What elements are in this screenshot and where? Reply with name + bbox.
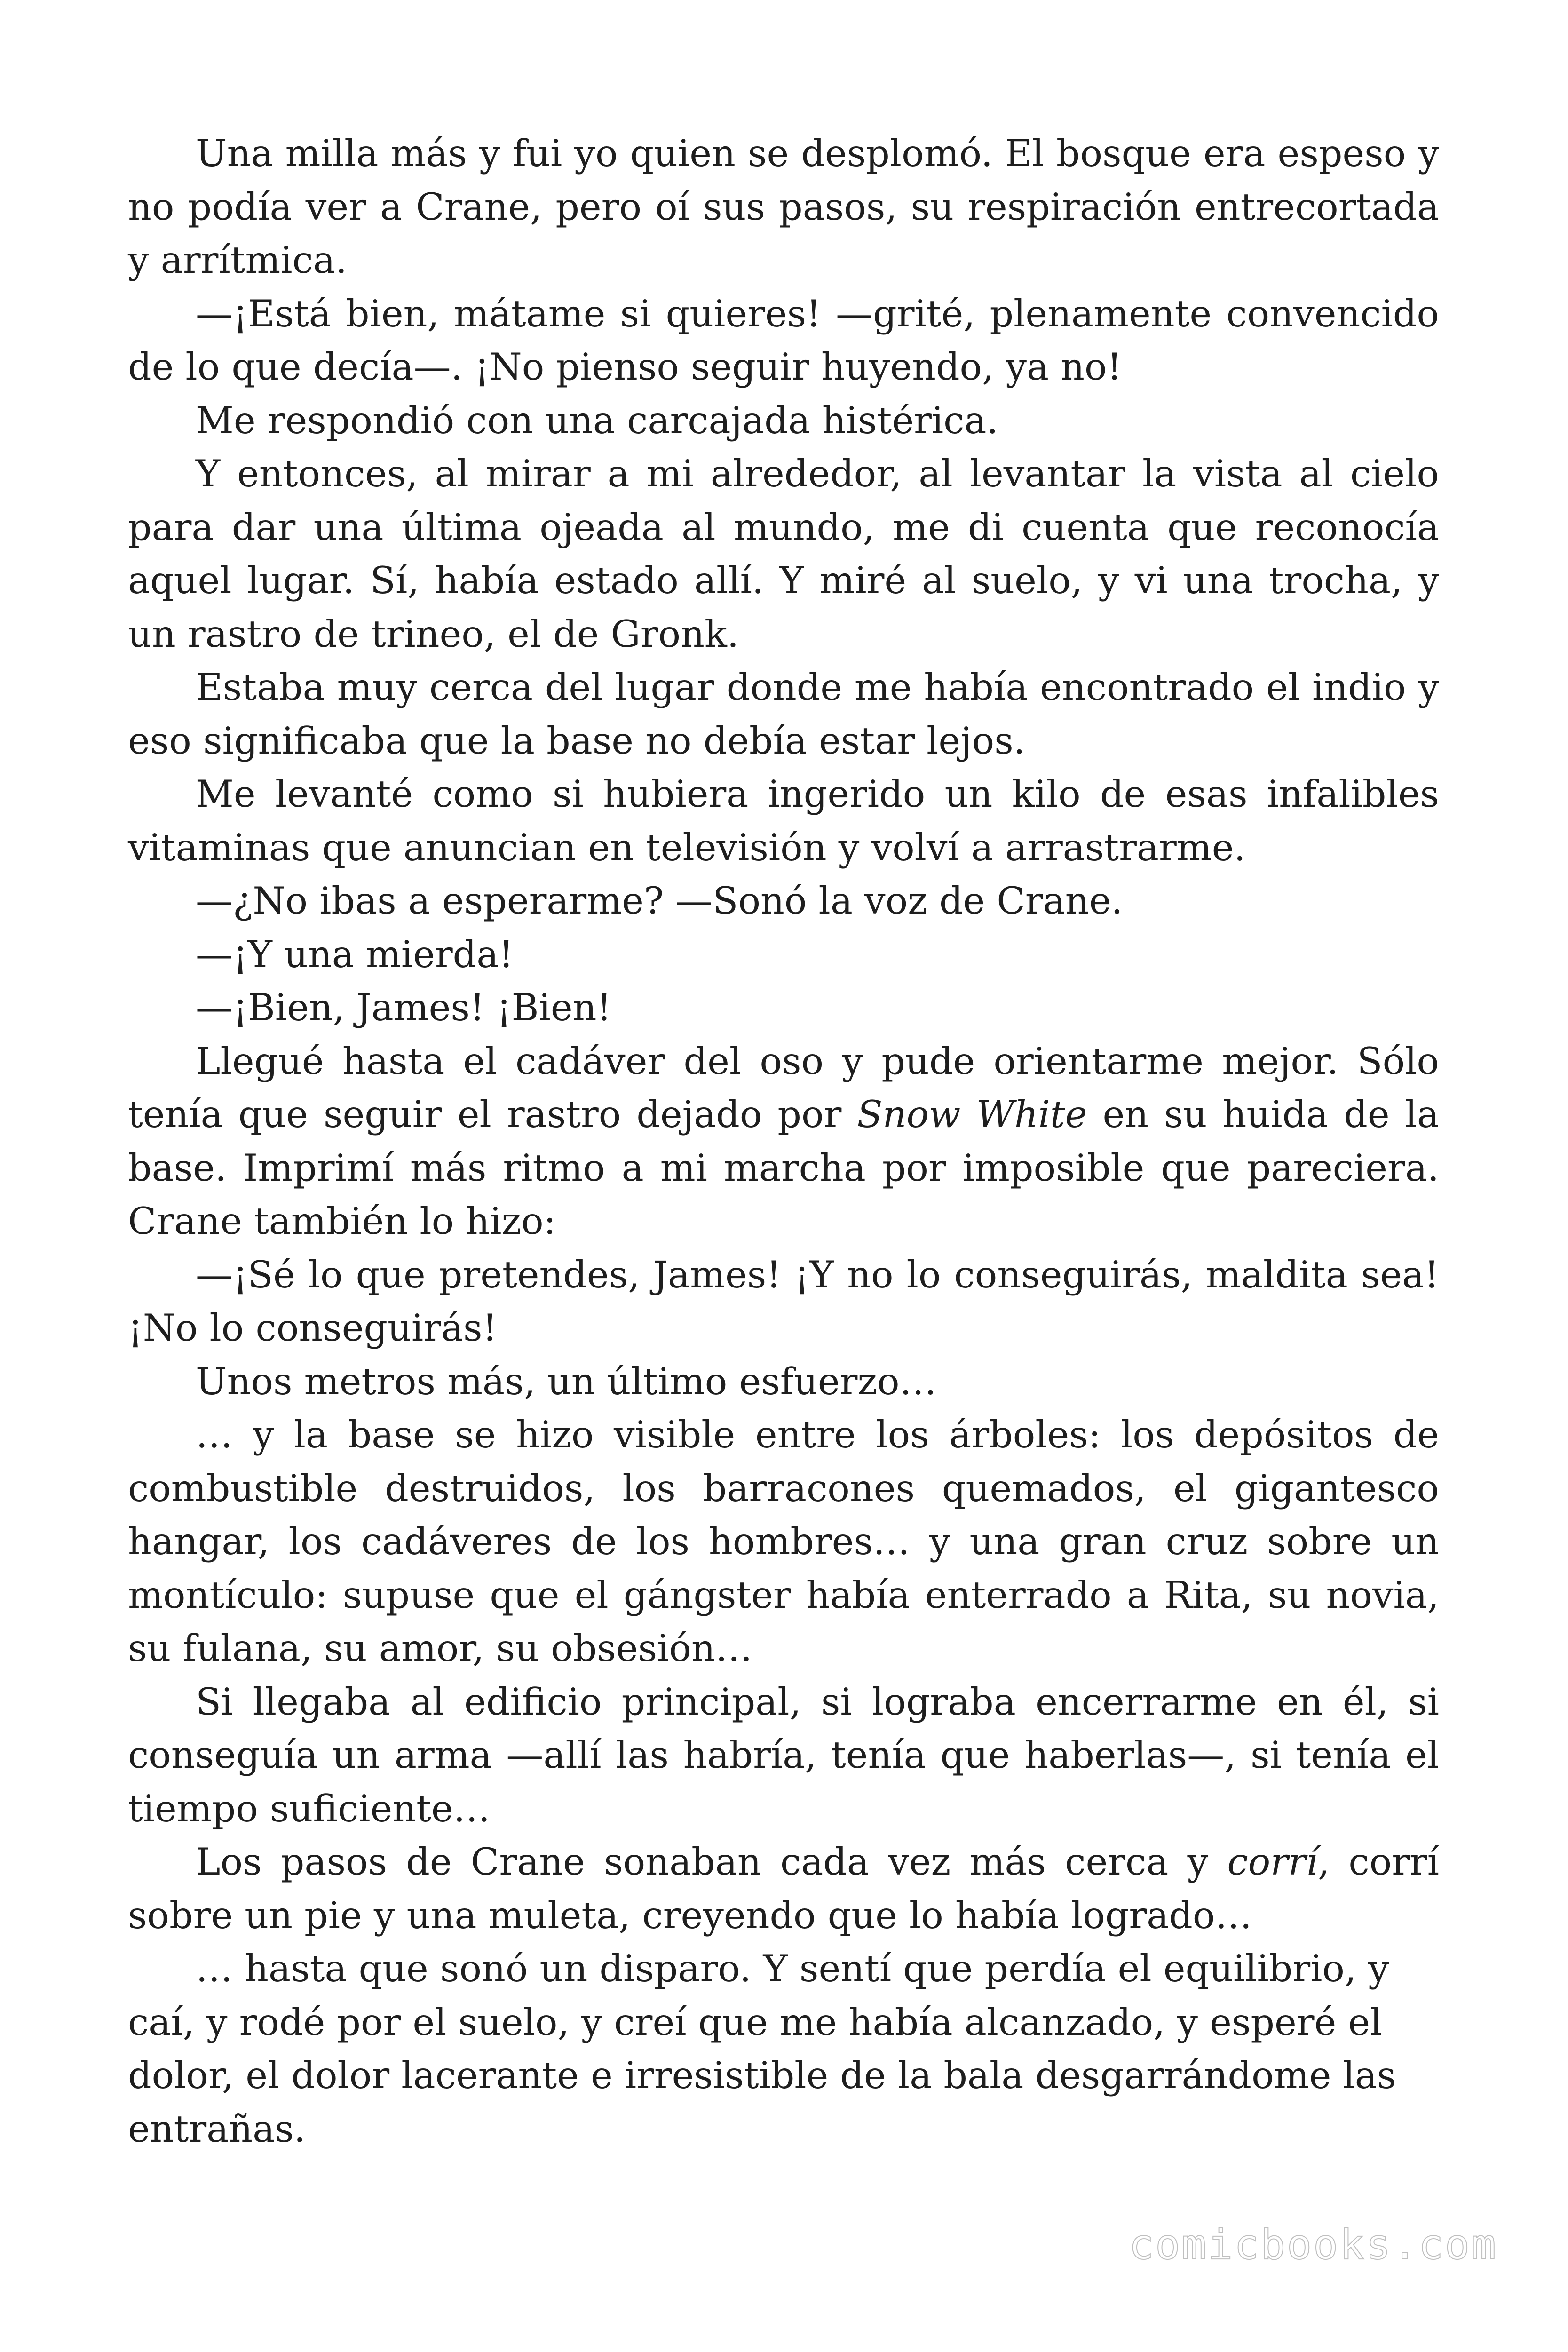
paragraph: —¡Y una mierda! xyxy=(196,932,514,976)
paragraph-text: Los pasos de Crane sonaban cada vez más cerca y xyxy=(196,1840,1227,1883)
paragraph: —¿No ibas a esperarme? —Sonó la voz de Crane. xyxy=(196,879,1123,922)
paragraph: Estaba muy cerca del lugar donde me había encontrado el indio y eso significaba que la base no debía estar lejos. xyxy=(128,666,1439,763)
paragraph: Me respondió con una carcajada histérica. xyxy=(196,398,998,442)
paragraph xyxy=(128,1035,1439,1248)
paragraph: —¡Bien, James! ¡Bien! xyxy=(196,986,612,1029)
paragraph: Me levanté como si hubiera ingerido un kilo de esas infalibles vitaminas que anuncian en televisión y volví a arrastrarme. xyxy=(128,772,1439,869)
paragraph: Si llegaba al edificio principal, si lograba encerrarme en él, si conseguía un arma —allí las habría, tenía que haberlas—, si tenía el tiempo suficiente… xyxy=(128,1680,1439,1830)
italic-title: Snow White xyxy=(857,1093,1087,1136)
body-text xyxy=(128,127,1439,2156)
paragraph: … y la base se hizo visible entre los árboles: los depósitos de combustible destruidos, los barracones quemados, el gigantesco hangar, los cadáveres de los hombres… y una gran cruz sobre un montículo: supuse que el gángster había enterrado a Rita, su novia, su fulana, su amor, su obsesión… xyxy=(128,1413,1439,1670)
paragraph: —¡Sé lo que pretendes, James! ¡Y no lo conseguirás, maldita sea! ¡No lo conseguirás! xyxy=(128,1253,1439,1350)
paragraph: Unos metros más, un último esfuerzo… xyxy=(196,1359,937,1403)
paragraph-text: Llegué hasta el cadáver del oso y pude orientarme mejor. Sólo tenía que seguir el rastro dejado por xyxy=(128,1039,1439,1136)
paragraph: —¡Está bien, mátame si quieres! —grité, plenamente convencido de lo que decía—. ¡No pienso seguir huyendo, ya no! xyxy=(128,292,1439,389)
italic-emphasis: corrí xyxy=(1227,1840,1318,1883)
paragraph: Y entonces, al mirar a mi alrededor, al levantar la vista al cielo para dar una última ojeada al mundo, me di cuenta que reconocía aquel lugar. Sí, había estado allí. Y miré al suelo, y vi una trocha, y un rastro de trineo, el de Gronk. xyxy=(128,452,1439,656)
paragraph xyxy=(128,1836,1439,1942)
watermark: comicbooks.com xyxy=(1129,2220,1497,2269)
paragraph-text: en su huida de la base. Imprimí más ritmo a mi marcha por imposible que pareciera. Crane también lo hizo: xyxy=(128,1093,1439,1243)
paragraph-text: , corrí sobre un pie y una muleta, creyendo que lo había logrado… xyxy=(128,1840,1439,1937)
paragraph: Una milla más y fui yo quien se desplomó. El bosque era espeso y no podía ver a Crane, pero oí sus pasos, su respiración entrecortada y arrítmica. xyxy=(128,132,1439,282)
paragraph: … hasta que sonó un disparo. Y sentí que perdía el equilibrio, y caí, y rodé por el suelo, y creí que me había alcanzado, y esperé el dolor, el dolor lacerante e irresistible de la bala desgarrándome las entrañas. xyxy=(128,1947,1396,2151)
